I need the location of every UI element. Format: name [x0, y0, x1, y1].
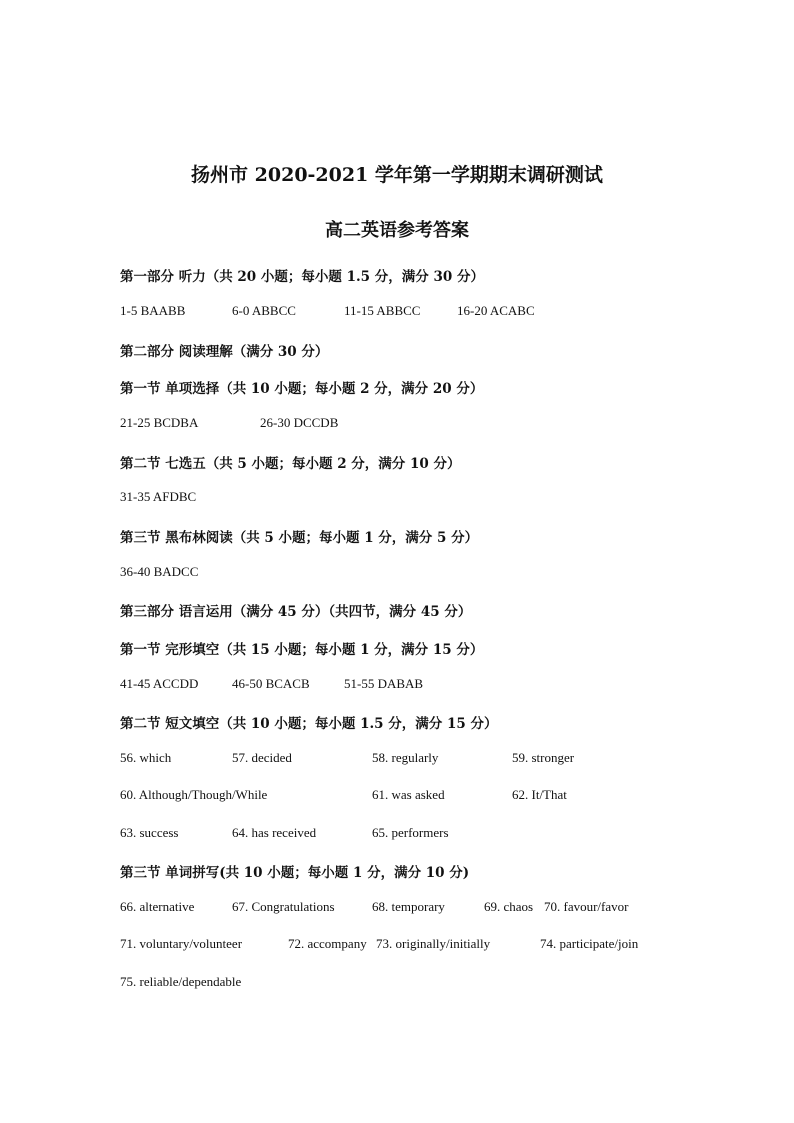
- part3-heading: 第三部分 语言运用（满分 45 分）（共四节，满分 45 分）: [120, 604, 472, 620]
- part3-sec3-row1: [0, 899, 794, 917]
- part2-sec2-answers: [0, 489, 794, 507]
- answer-66: 66. alternative: [120, 899, 195, 914]
- answer-71: 71. voluntary/volunteer: [120, 936, 243, 951]
- answer-65: 65. performers: [372, 825, 449, 840]
- part1-heading: 第一部分 听力（共 20 小题；每小题 1.5 分，满分 30 分）: [120, 269, 484, 285]
- answer-63: 63. success: [120, 825, 179, 840]
- answer-64: 64. has received: [232, 825, 317, 840]
- answer-57: 57. decided: [232, 750, 292, 765]
- part3-sec2-row2: [0, 787, 794, 805]
- answer-31-35: 31-35 AFDBC: [120, 489, 197, 504]
- part3-sec2-row1: [0, 750, 794, 768]
- answer-36-40: 36-40 BADCC: [120, 564, 199, 579]
- answer-6-10: 6-0 ABBCC: [232, 303, 296, 318]
- answer-74: 74. participate/join: [540, 936, 639, 951]
- answer-73: 73. originally/initially: [376, 936, 491, 951]
- answer-41-45: 41-45 ACCDD: [120, 676, 199, 691]
- part2-sec1-answers: [0, 415, 794, 433]
- page-title: 扬州市 2020-2021 学年第一学期期末调研测试: [191, 164, 603, 186]
- answer-60: 60. Although/Though/While: [120, 787, 268, 802]
- answer-67: 67. Congratulations: [232, 899, 335, 914]
- part3-sec3-heading: 第三节 单词拼写(共 10 小题；每小题 1 分，满分 10 分): [120, 865, 470, 881]
- answer-75: 75. reliable/dependable: [120, 974, 242, 989]
- answer-46-50: 46-50 BCACB: [232, 676, 310, 691]
- part3-sec1-heading: 第一节 完形填空（共 15 小题；每小题 1 分，满分 15 分）: [120, 642, 484, 658]
- answer-58: 58. regularly: [372, 750, 439, 765]
- answer-68: 68. temporary: [372, 899, 445, 914]
- answer-72: 72. accompany: [288, 936, 367, 951]
- part2-heading: 第二部分 阅读理解（满分 30 分）: [120, 344, 329, 360]
- part3-sec3-row3: [0, 974, 794, 992]
- answer-16-20: 16-20 ACABC: [457, 303, 535, 318]
- answer-1-5: 1-5 BAABB: [120, 303, 186, 318]
- part3-sec1-answers: [0, 676, 794, 694]
- part3-sec2-heading: 第二节 短文填空（共 10 小题；每小题 1.5 分，满分 15 分）: [120, 716, 498, 732]
- answer-61: 61. was asked: [372, 787, 445, 802]
- answer-51-55: 51-55 DABAB: [344, 676, 424, 691]
- part1-answers: [0, 303, 794, 321]
- answer-70: 70. favour/favor: [544, 899, 629, 914]
- page-subtitle: 高二英语参考答案: [325, 220, 469, 241]
- answer-69: 69. chaos: [484, 899, 534, 914]
- part2-sec2-heading: 第二节 七选五（共 5 小题；每小题 2 分，满分 10 分）: [120, 456, 461, 472]
- part3-sec3-row2: [0, 936, 794, 954]
- answer-62: 62. It/That: [512, 787, 567, 802]
- answer-26-30: 26-30 DCCDB: [260, 415, 339, 430]
- part3-sec2-row3: [0, 825, 794, 843]
- part2-sec3-answers: [0, 564, 794, 582]
- answer-59: 59. stronger: [512, 750, 575, 765]
- answer-56: 56. which: [120, 750, 172, 765]
- part2-sec1-heading: 第一节 单项选择（共 10 小题；每小题 2 分，满分 20 分）: [120, 381, 484, 397]
- part2-sec3-heading: 第三节 黑布林阅读（共 5 小题；每小题 1 分，满分 5 分）: [120, 530, 479, 546]
- answer-11-15: 11-15 ABBCC: [344, 303, 421, 318]
- answer-21-25: 21-25 BCDBA: [120, 415, 199, 430]
